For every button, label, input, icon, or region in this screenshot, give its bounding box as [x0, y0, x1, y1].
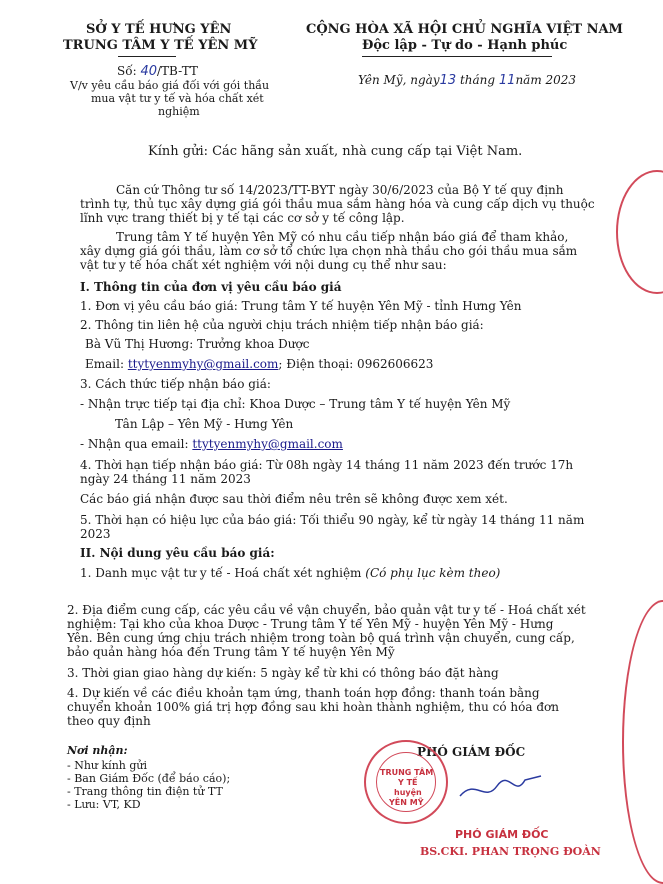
s1-item-2-contact: Bà Vũ Thị Hương: Trưởng khoa Dược: [85, 337, 310, 351]
para1-line3: lĩnh vực trang thiết bị y tế tại các cơ sở y tế công lập.: [80, 211, 405, 225]
section-1-title: I. Thông tin của đơn vị yêu cầu báo giá: [80, 280, 342, 294]
subject-line-3: nghiệm: [158, 105, 200, 118]
para2-line2: xây dựng giá gói thầu, làm cơ sở tổ chức lựa chọn nhà thầu cho gói thầu mua sắm: [80, 244, 578, 258]
doc-number: Số: 40/TB-TT: [117, 64, 198, 79]
page-break: [0, 588, 663, 591]
s2-item-4-line2: chuyển khoản 100% giá trị hợp đồng sau khi hoàn thành nghiệm, thu có hóa đơn: [67, 700, 559, 714]
para1-line2: trình tự, thủ tục xây dựng giá gói thầu mua sắm hàng hóa và cung cấp dịch vụ thuộc: [80, 197, 595, 211]
recipient-item: - Lưu: VT, KD: [67, 798, 141, 811]
recipient-item: - Như kính gửi: [67, 759, 147, 772]
s1-item-2-email-phone: Email: ttytyenmyhy@gmail.com; Điện thoại: 0962606623: [85, 357, 434, 371]
org-parent: SỞ Y TẾ HƯNG YÊN: [86, 22, 232, 37]
s2-item-4-line1: 4. Dự kiến về các điều khoản tạm ứng, thanh toán hợp đồng: thanh toán bằng: [67, 686, 540, 700]
appendix-note: (Có phụ lục kèm theo): [365, 566, 501, 580]
greeting: Kính gửi: Các hãng sản xuất, nhà cung cấp tại Việt Nam.: [148, 144, 523, 159]
stamp-signer-title: PHÓ GIÁM ĐỐC: [455, 828, 549, 841]
stamp-text-2: Y TẾ: [398, 778, 418, 787]
s1-item-4-line1: 4. Thời hạn tiếp nhận báo giá: Từ 08h ngày 14 tháng 11 năm 2023 đến trước 17h: [80, 458, 574, 472]
s1-item-5-line2: 2023: [80, 527, 111, 541]
subject-line-2: mua vật tư y tế và hóa chất xét: [91, 92, 264, 105]
signer-name: BS.CKI. PHAN TRỌNG ĐOÀN: [420, 845, 601, 858]
s2-item-2-line4: bảo quản hàng hóa đến Trung tâm Y tế huyện Yên Mỹ: [67, 645, 395, 659]
s2-item-2-line3: Yên. Bên cung ứng chịu trách nhiệm trong toàn bộ quá trình vận chuyển, cung cấp,: [67, 631, 575, 645]
s2-item-4-line3: theo quy định: [67, 714, 151, 728]
s2-item-1: 1. Danh mục vật tư y tế - Hoá chất xét nghiệm (Có phụ lục kèm theo): [80, 566, 501, 580]
para1-line1: Căn cứ Thông tư số 14/2023/TT-BYT ngày 30/6/2023 của Bộ Y tế quy định: [116, 183, 564, 197]
subject-line-1: V/v yêu cầu báo giá đối với gói thầu: [70, 79, 270, 92]
s1-item-4-note: Các báo giá nhận được sau thời điểm nêu trên sẽ không được xem xét.: [80, 492, 508, 506]
date-day-handwritten: 13: [439, 73, 457, 88]
edge-seal-top: [616, 170, 663, 294]
s2-item-2-line1: 2. Địa điểm cung cấp, các yêu cầu về vận chuyển, bảo quản vật tư y tế - Hoá chất xét: [67, 603, 586, 617]
s1-item-1: 1. Đơn vị yêu cầu báo giá: Trung tâm Y tế huyện Yên Mỹ - tỉnh Hưng Yên: [80, 299, 522, 313]
nation-title: CỘNG HÒA XÃ HỘI CHỦ NGHĨA VIỆT NAM: [306, 22, 623, 37]
signature-icon: [455, 768, 545, 808]
s2-item-3: 3. Thời gian giao hàng dự kiến: 5 ngày kể từ khi có thông báo đặt hàng: [67, 666, 499, 680]
section-2-title: II. Nội dung yêu cầu báo giá:: [80, 546, 275, 560]
doc-number-handwritten: 40: [140, 64, 157, 79]
recipient-item: - Ban Giám Đốc (để báo cáo);: [67, 772, 231, 785]
s1-item-3: 3. Cách thức tiếp nhận báo giá:: [80, 377, 271, 391]
motto: Độc lập - Tự do - Hạnh phúc: [362, 38, 568, 53]
s2-item-2-line2: nghiệm: Tại kho của khoa Dược - Trung tâm Y tế Yên Mỹ - huyện Yên Mỹ - Hưng: [67, 617, 554, 631]
recipient-item: - Trang thông tin điện tử TT: [67, 785, 223, 798]
signer-title: PHÓ GIÁM ĐỐC: [417, 745, 526, 759]
para2-line1: Trung tâm Y tế huyện Yên Mỹ có nhu cầu tiếp nhận báo giá để tham khảo,: [116, 230, 569, 244]
s1-item-4-line2: ngày 24 tháng 11 năm 2023: [80, 472, 251, 486]
stamp-text-3: huyện: [394, 788, 422, 797]
s1-item-3-address: Tân Lập – Yên Mỹ - Hưng Yên: [115, 417, 294, 431]
s1-item-5-line1: 5. Thời hạn có hiệu lực của báo giá: Tối thiểu 90 ngày, kể từ ngày 14 tháng 11 năm: [80, 513, 585, 527]
submission-email-link[interactable]: ttytyenmyhy@gmail.com: [192, 437, 343, 451]
date-month-handwritten: 11: [498, 73, 516, 88]
org-name: TRUNG TÂM Y TẾ YÊN MỸ: [63, 38, 258, 53]
s1-item-2: 2. Thông tin liên hệ của người chịu trách nhiệm tiếp nhận báo giá:: [80, 318, 484, 332]
s1-item-3-email: - Nhận qua email: ttytyenmyhy@gmail.com: [80, 437, 343, 451]
recipients-title: Nơi nhận:: [67, 744, 128, 757]
motto-underline: [362, 56, 552, 57]
stamp-text-1: TRUNG TÂM: [380, 768, 434, 777]
stamp-text-4: YÊN MỸ: [389, 798, 424, 807]
para2-line3: vật tư y tế hóa chất xét nghiệm với nội dung cụ thể như sau:: [80, 258, 447, 272]
org-underline: [118, 56, 176, 57]
s1-item-3-direct: - Nhận trực tiếp tại địa chỉ: Khoa Dược – Trung tâm Y tế huyện Yên Mỹ: [80, 397, 511, 411]
contact-email-link[interactable]: ttytyenmyhy@gmail.com: [127, 357, 279, 371]
edge-seal-bottom: [622, 600, 663, 884]
issue-date: Yên Mỹ, ngày13 tháng 11năm 2023: [358, 73, 577, 88]
